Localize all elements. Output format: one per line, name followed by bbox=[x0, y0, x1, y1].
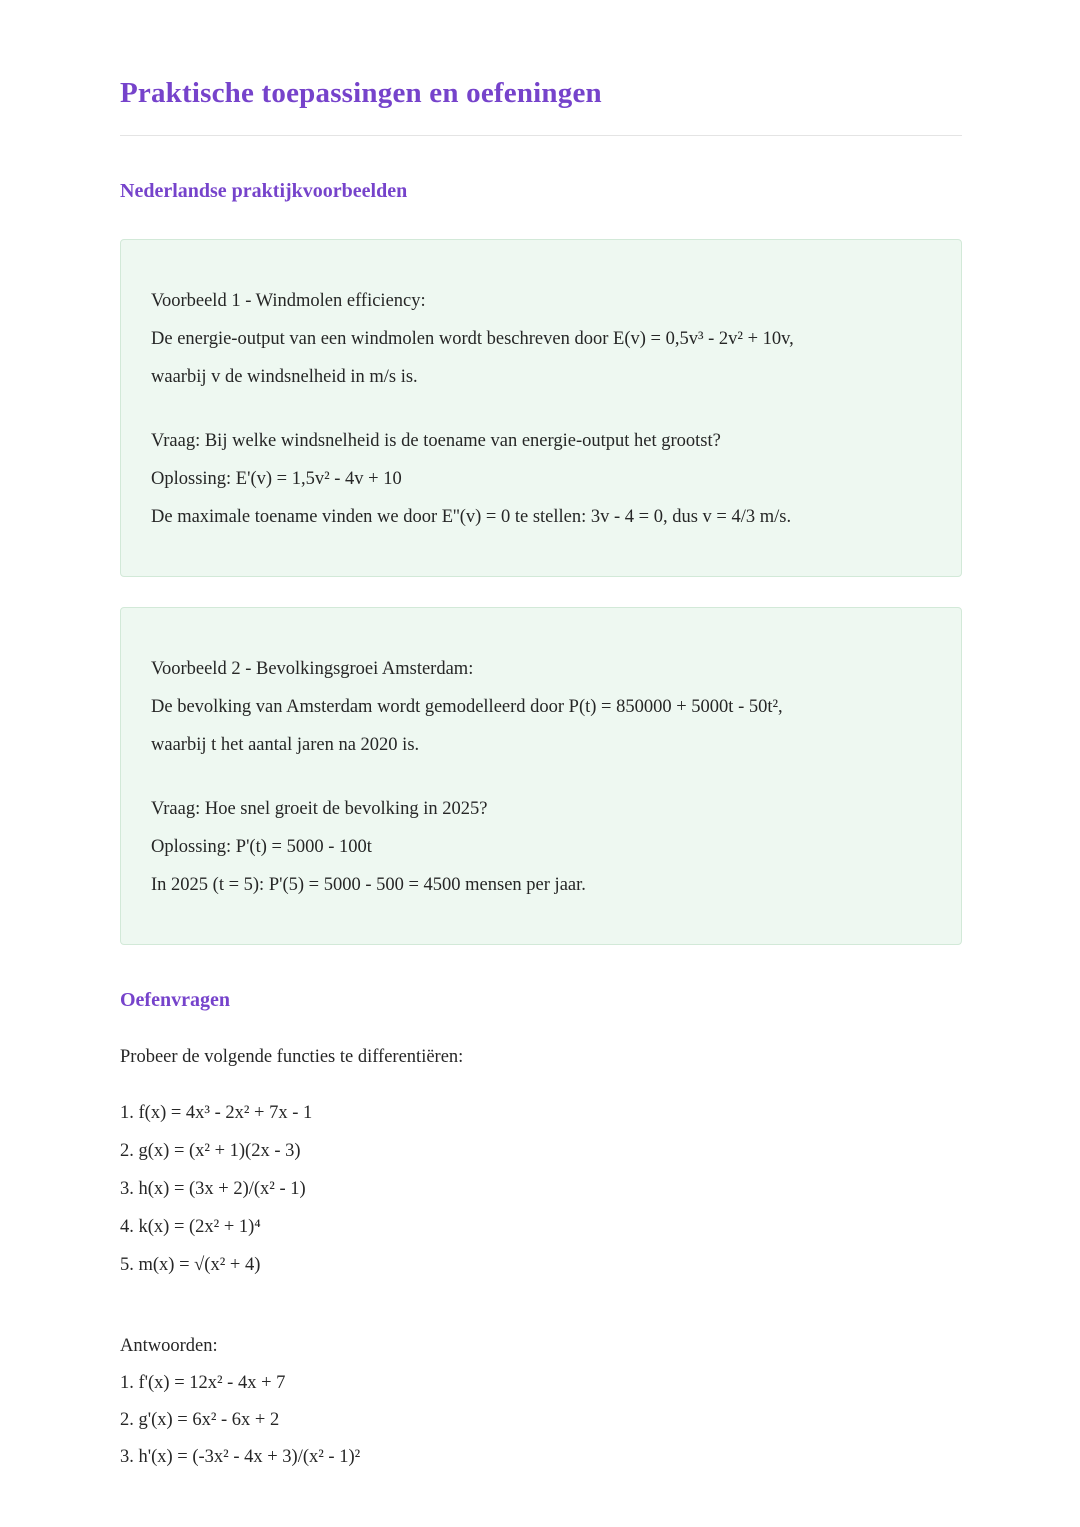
example-2-intro-block bbox=[151, 650, 931, 764]
answers-label: Antwoorden: bbox=[120, 1335, 218, 1356]
example-1-question: Vraag: Bij welke windsnelheid is de toename van energie-output het grootst? bbox=[151, 430, 721, 451]
example-card-2 bbox=[120, 607, 962, 945]
example-1-description-cont: waarbij v de windsnelheid in m/s is. bbox=[151, 366, 418, 387]
example-2-question: Vraag: Hoe snel groeit de bevolking in 2025? bbox=[151, 798, 488, 819]
example-1-conclusion: De maximale toename vinden we door E''(v) = 0 te stellen: 3v - 4 = 0, dus v = 4/3 m/s. bbox=[151, 506, 792, 527]
example-1-intro-block bbox=[151, 282, 931, 396]
exercise-list bbox=[120, 1094, 962, 1284]
exercise-item-4: 4. k(x) = (2x² + 1)⁴ bbox=[120, 1216, 261, 1237]
section-heading-oefenvragen: Oefenvragen bbox=[120, 988, 230, 1011]
title-divider bbox=[120, 135, 962, 136]
example-1-title: Voorbeeld 1 - Windmolen efficiency: bbox=[151, 290, 426, 311]
example-2-description: De bevolking van Amsterdam wordt gemodelleerd door P(t) = 850000 + 5000t - 50t², bbox=[151, 696, 783, 717]
example-2-title: Voorbeeld 2 - Bevolkingsgroei Amsterdam: bbox=[151, 658, 474, 679]
example-1-solution-block bbox=[151, 422, 931, 536]
page-title: Praktische toepassingen en oefeningen bbox=[120, 77, 602, 109]
example-2-solution-block bbox=[151, 790, 931, 904]
exercise-item-1: 1. f(x) = 4x³ - 2x² + 7x - 1 bbox=[120, 1102, 313, 1123]
example-2-description-cont: waarbij t het aantal jaren na 2020 is. bbox=[151, 734, 420, 755]
answers-block bbox=[120, 1328, 962, 1476]
example-card-1 bbox=[120, 239, 962, 577]
answer-item-3: 3. h'(x) = (-3x² - 4x + 3)/(x² - 1)² bbox=[120, 1446, 361, 1467]
answer-item-1: 1. f'(x) = 12x² - 4x + 7 bbox=[120, 1372, 286, 1393]
example-2-conclusion: In 2025 (t = 5): P'(5) = 5000 - 500 = 4500 mensen per jaar. bbox=[151, 874, 586, 895]
example-2-solution: Oplossing: P'(t) = 5000 - 100t bbox=[151, 836, 372, 857]
example-1-description: De energie-output van een windmolen wordt beschreven door E(v) = 0,5v³ - 2v² + 10v, bbox=[151, 328, 794, 349]
example-1-solution: Oplossing: E'(v) = 1,5v² - 4v + 10 bbox=[151, 468, 402, 489]
section-heading-praktijkvoorbeelden: Nederlandse praktijkvoorbeelden bbox=[120, 179, 408, 202]
exercise-item-3: 3. h(x) = (3x + 2)/(x² - 1) bbox=[120, 1178, 306, 1199]
exercise-item-2: 2. g(x) = (x² + 1)(2x - 3) bbox=[120, 1140, 301, 1161]
answer-item-2: 2. g'(x) = 6x² - 6x + 2 bbox=[120, 1409, 280, 1430]
exercises-intro: Probeer de volgende functies te differentiëren: bbox=[120, 1046, 464, 1067]
exercise-item-5: 5. m(x) = √(x² + 4) bbox=[120, 1254, 261, 1275]
